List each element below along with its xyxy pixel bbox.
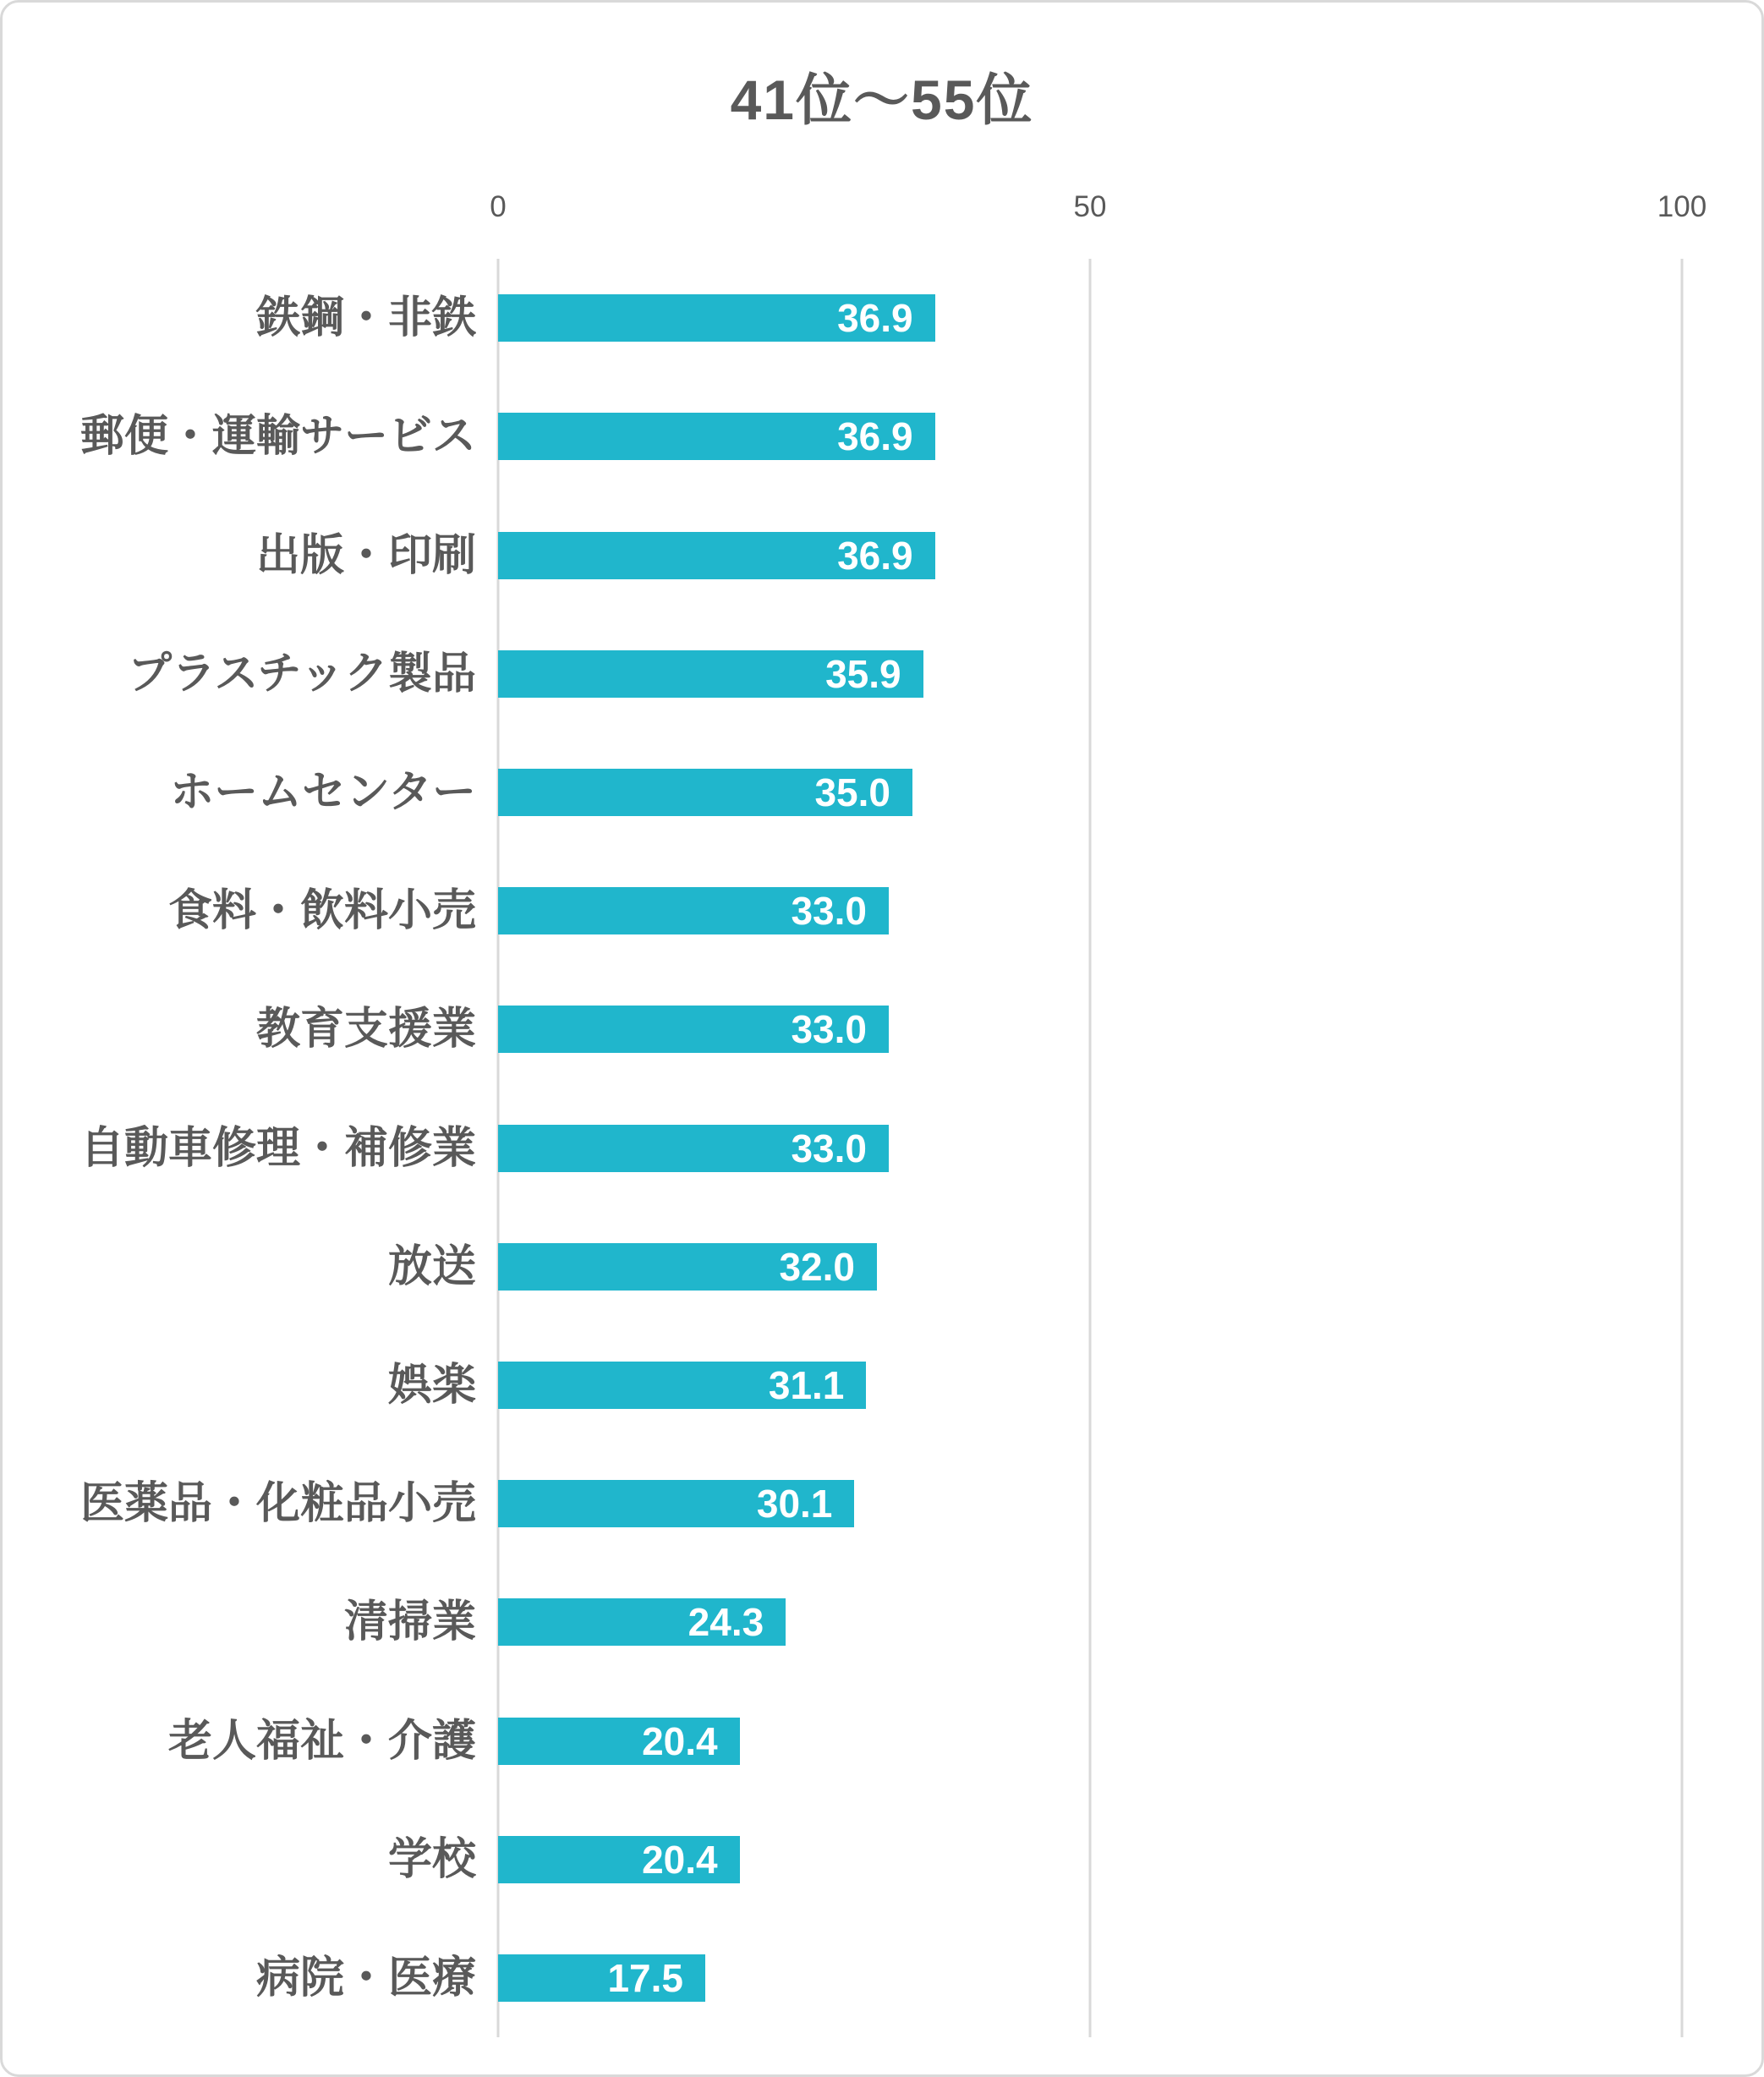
bar [498,1125,889,1172]
category-label: ホームセンター [170,767,476,817]
value-label: 17.5 [607,1955,683,2000]
chart-title: 41位〜55位 [730,69,1034,131]
bar-row [255,1919,1682,2037]
category-label: プラスチック製品 [128,649,476,699]
bar-row [167,1681,1682,1800]
category-label: 放送 [387,1241,476,1291]
x-axis-tick-label: 50 [1073,190,1107,223]
category-label: 郵便・運輸サービス [79,412,476,462]
bar [498,1243,877,1291]
value-label: 36.9 [837,414,913,459]
bar [498,1006,889,1053]
bar-row [128,615,1682,733]
x-axis-tick-label: 0 [490,190,507,223]
category-label: 鉄鋼・非鉄 [255,293,476,343]
category-label: 学校 [387,1834,476,1884]
bar-row [255,496,1682,614]
bar-row [79,1444,1682,1563]
bar-row [387,1800,1682,1919]
value-label: 35.0 [814,770,890,814]
category-label: 出版・印刷 [255,530,476,580]
value-label: 33.0 [791,1126,867,1170]
bar [498,1362,866,1409]
value-label: 33.0 [791,889,867,934]
category-label: 清掃業 [343,1597,476,1647]
bar-row [255,970,1682,1088]
value-label: 32.0 [779,1244,855,1289]
bar-row [79,377,1682,496]
value-label: 36.9 [837,533,913,578]
category-label: 病院・医療 [255,1953,476,2003]
category-label: 娯楽 [387,1360,476,1410]
category-label: 老人福祉・介護 [167,1716,476,1766]
bar-row [387,1208,1682,1326]
value-label: 33.0 [791,1007,867,1052]
bar [498,1480,854,1527]
category-label: 教育支援業 [255,1005,476,1055]
bar [498,294,935,342]
x-axis-tick-label: 100 [1657,190,1707,223]
value-label: 20.4 [642,1837,718,1882]
bar [498,1954,705,2002]
plot-area [79,259,1682,2037]
value-label: 35.9 [825,651,901,696]
bar [498,413,935,460]
value-label: 36.9 [837,296,913,341]
bar [498,1836,740,1883]
bar [498,1598,786,1646]
category-label: 医薬品・化粧品小売 [79,1479,476,1529]
bar-row [167,852,1682,970]
bar [498,887,889,934]
bar-row [79,1088,1682,1207]
bar-row [387,1326,1682,1444]
bar [498,650,923,698]
value-label: 31.1 [768,1362,845,1407]
bar [498,1718,740,1765]
bar-row [343,1563,1682,1681]
x-axis [490,190,1707,227]
category-label: 食料・飲料小売 [167,886,476,936]
bar-row [255,259,1682,377]
value-label: 30.1 [756,1482,833,1526]
category-label: 自動車修理・補修業 [79,1123,476,1173]
bar [498,769,912,816]
bar [498,532,935,579]
value-label: 24.3 [688,1600,764,1645]
value-label: 20.4 [642,1718,718,1763]
bar-row [170,733,1682,852]
bar-rows [79,259,1682,2037]
